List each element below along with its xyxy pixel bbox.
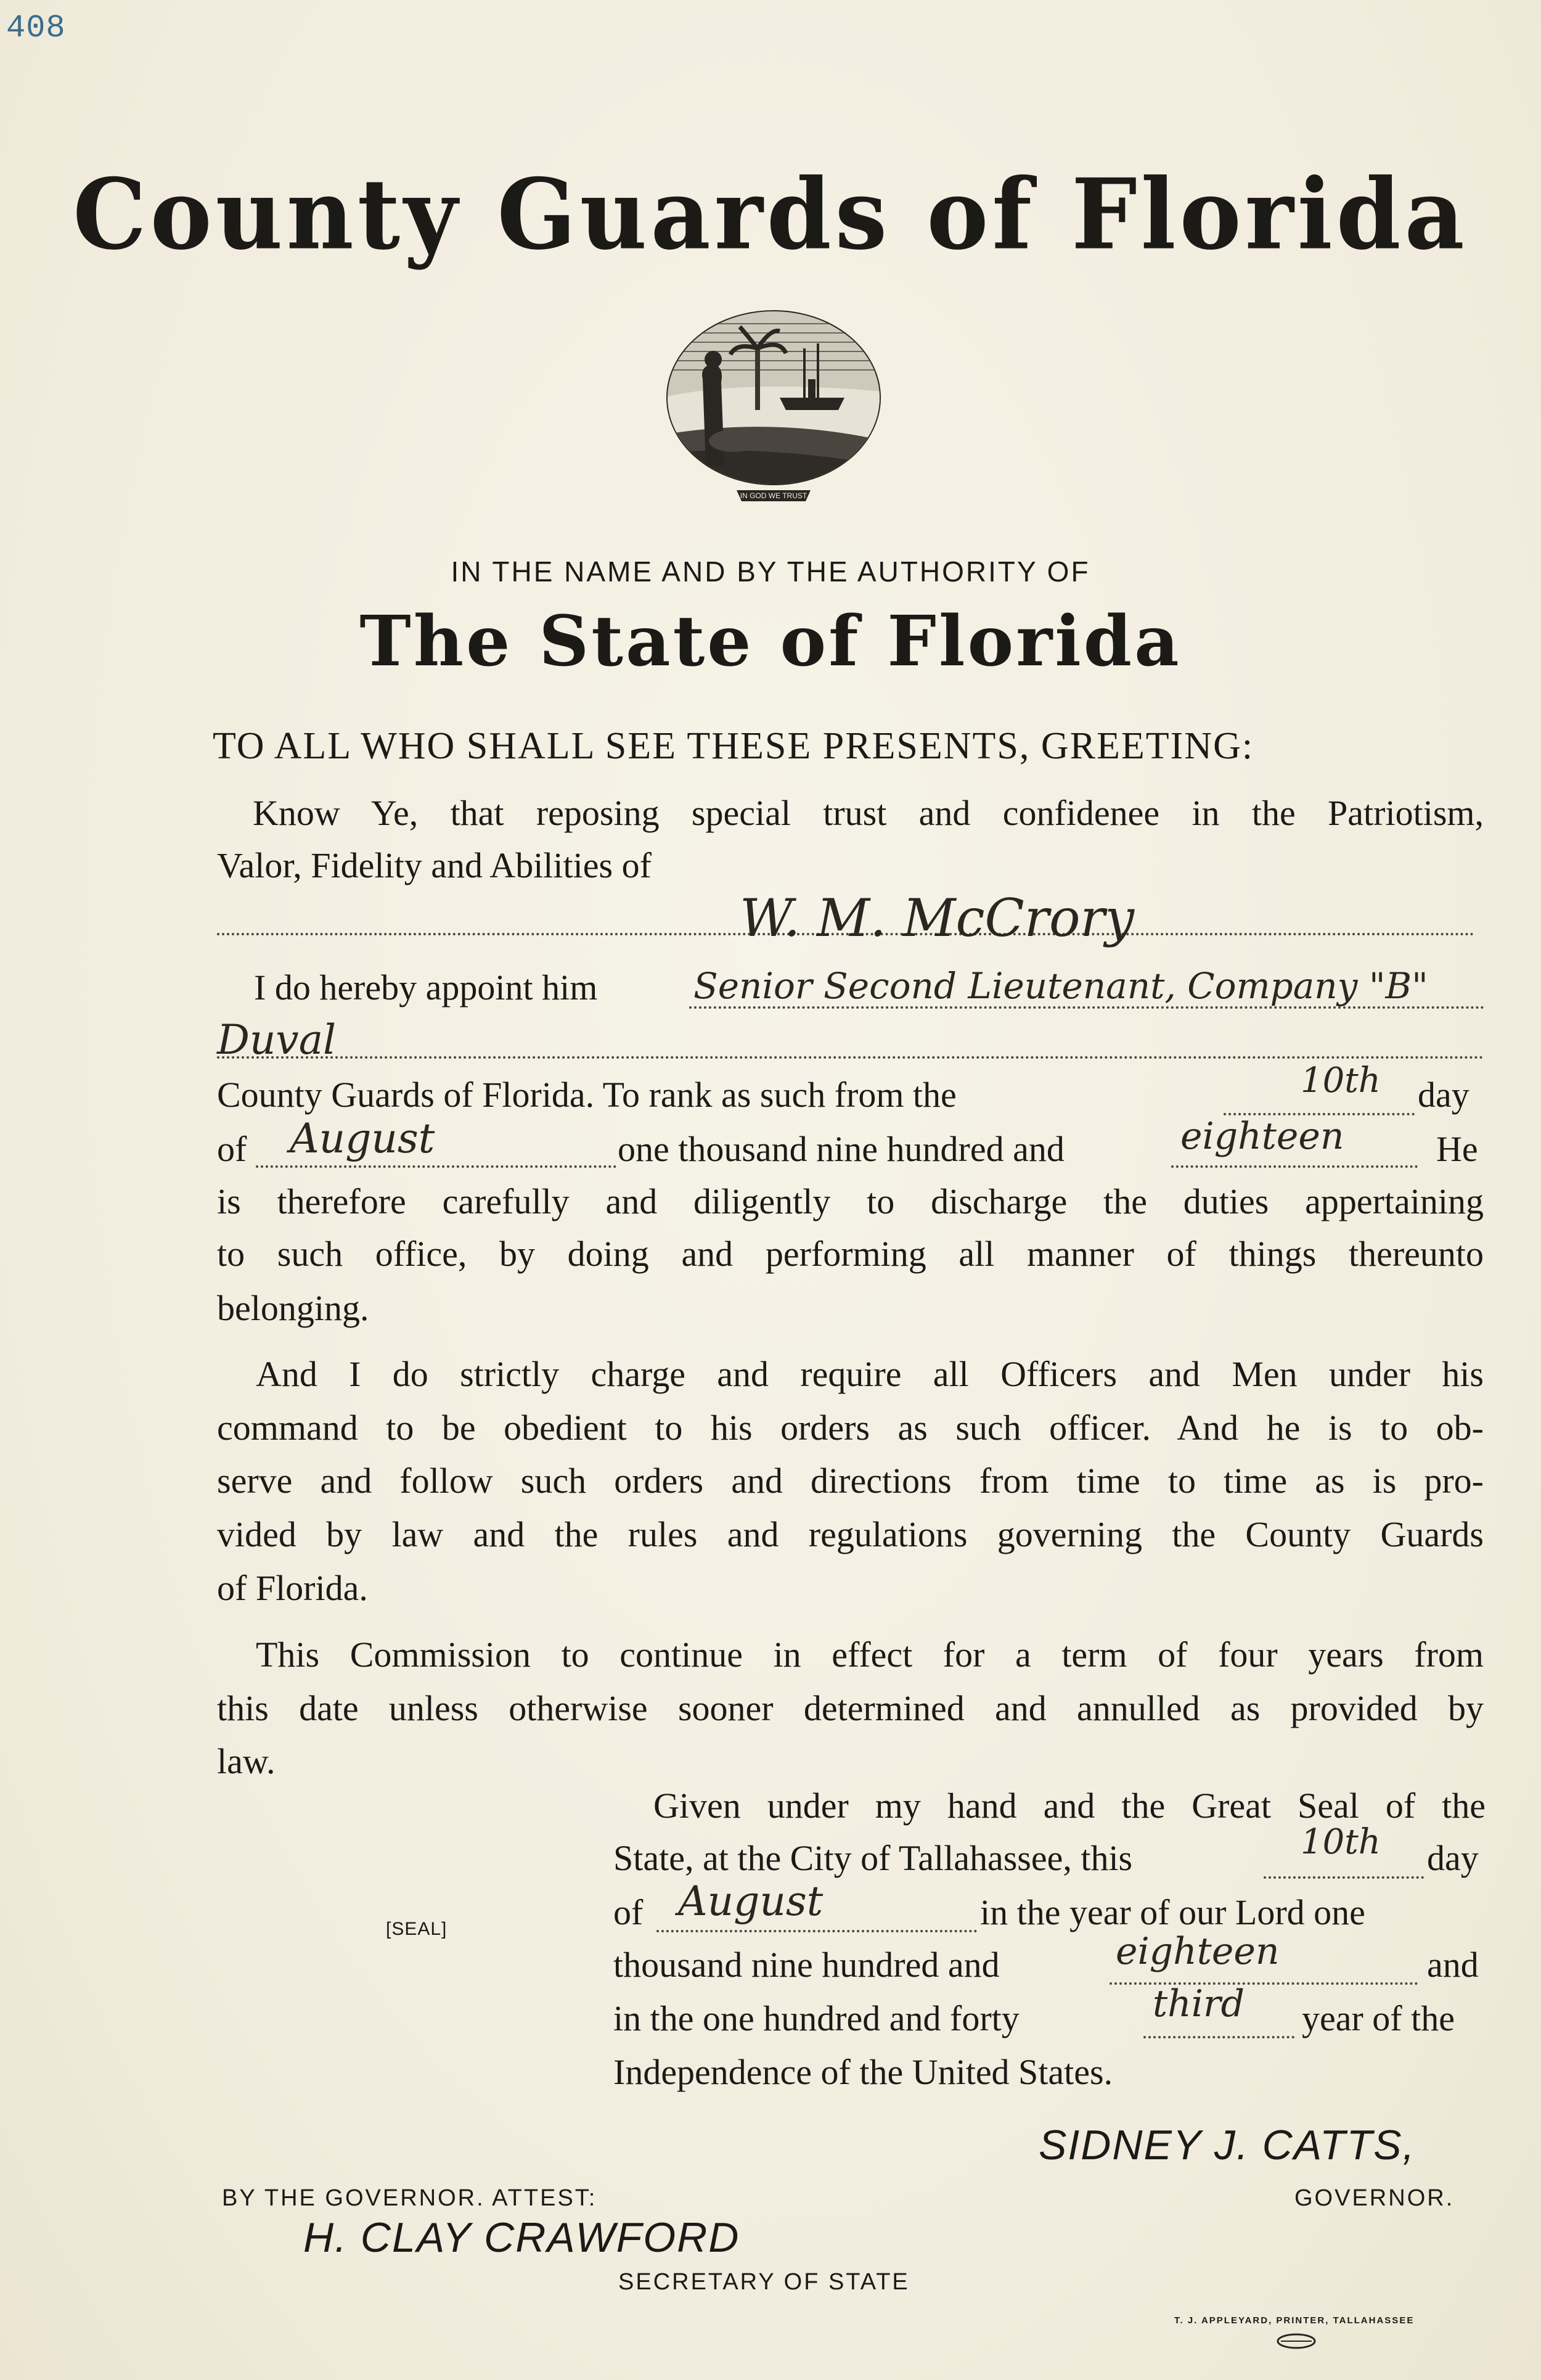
greeting-line: TO ALL WHO SHALL SEE THESE PRESENTS, GREETING: xyxy=(213,725,1254,767)
body-line: vided by law and the rules and regulations governing the County Guards xyxy=(217,1514,1484,1554)
given-day-blank xyxy=(1264,1876,1424,1879)
county-name: Duval xyxy=(217,1016,337,1064)
rank-line-text: County Guards of Florida. To rank as such from the xyxy=(217,1075,957,1115)
day-word: day xyxy=(1427,1838,1479,1878)
body-line: is therefore carefully and diligently to discharge the duties appertaining xyxy=(217,1181,1484,1221)
document-title: County Guards of Florida xyxy=(73,157,1468,272)
page-number-stamp: 408 xyxy=(6,10,66,46)
given-line: Independence of the United States. xyxy=(613,2052,1113,2092)
rank-month: August xyxy=(290,1115,435,1162)
body-line: Know Ye, that reposing special trust and confidenee in the Patriotism, xyxy=(253,793,1484,833)
given-line: Given under my hand and the Great Seal of the xyxy=(653,1786,1486,1826)
given-line-suffix: year of the xyxy=(1302,1998,1455,2038)
given-month: August xyxy=(678,1877,824,1925)
secretary-title: SECRETARY OF STATE xyxy=(618,2269,910,2295)
seal-label: [SEAL] xyxy=(386,1919,448,1939)
independence-year-blank xyxy=(1143,2036,1294,2038)
rank-year: eighteen xyxy=(1180,1115,1344,1158)
and-word: and xyxy=(1427,1945,1479,1985)
body-line: serve and follow such orders and directions from time to time as is pro- xyxy=(217,1461,1484,1501)
body-line: law. xyxy=(217,1741,276,1781)
state-title: The State of Florida xyxy=(359,601,1182,682)
state-seal-vignette xyxy=(663,305,885,509)
governor-title: GOVERNOR. xyxy=(1294,2185,1455,2211)
body-line: to such office, by doing and performing all manner of things thereunto xyxy=(217,1234,1484,1274)
he-word: He xyxy=(1436,1129,1478,1169)
body-line: And I do strictly charge and require all Officers and Men under his xyxy=(256,1354,1484,1394)
independence-year: third xyxy=(1153,1982,1245,2025)
appointee-name: W. M. McCrory xyxy=(740,888,1135,948)
day-word: day xyxy=(1418,1075,1469,1115)
rank-month-blank xyxy=(256,1165,616,1168)
of-word: of xyxy=(613,1892,644,1932)
body-line: command to be obedient to his orders as such officer. And he is to ob- xyxy=(217,1408,1484,1448)
given-month-blank xyxy=(656,1930,977,1932)
attest-label: BY THE GOVERNOR. ATTEST: xyxy=(222,2185,597,2211)
rank-day: 10th xyxy=(1301,1061,1381,1101)
printer-imprint: T. J. APPLEYARD, PRINTER, TALLAHASSEE xyxy=(1174,2315,1415,2326)
body-line: Valor, Fidelity and Abilities of xyxy=(217,845,652,885)
of-word: of xyxy=(217,1129,247,1169)
given-day: 10th xyxy=(1301,1822,1381,1862)
rank-year-blank xyxy=(1171,1165,1418,1168)
given-line-prefix: thousand nine hundred and xyxy=(613,1945,1000,1985)
given-line-suffix: in the year of our Lord one xyxy=(980,1892,1365,1932)
body-line: belonging. xyxy=(217,1288,369,1328)
body-line: This Commission to continue in effect for a term of four years from xyxy=(256,1635,1484,1675)
appoint-prefix: I do hereby appoint him xyxy=(254,967,598,1007)
printer-emblem-icon xyxy=(1275,2332,1318,2350)
given-line-prefix: State, at the City of Tallahassee, this xyxy=(613,1838,1133,1878)
appointed-rank: Senior Second Lieutenant, Company "B" xyxy=(693,965,1428,1007)
body-line: of Florida. xyxy=(217,1568,368,1608)
county-blank-line xyxy=(217,1056,1484,1059)
governor-name: SIDNEY J. CATTS, xyxy=(1039,2122,1416,2169)
secretary-name: H. CLAY CRAWFORD xyxy=(303,2214,740,2261)
body-line: this date unless otherwise sooner determined and annulled as provided by xyxy=(217,1688,1484,1728)
given-line-prefix: in the one hundred and forty xyxy=(613,1998,1020,2038)
seal-motto: IN GOD WE TRUST xyxy=(740,491,807,500)
year-phrase: one thousand nine hundred and xyxy=(618,1129,1065,1169)
given-year: eighteen xyxy=(1116,1930,1280,1973)
authority-line: IN THE NAME AND BY THE AUTHORITY OF xyxy=(451,556,1090,588)
